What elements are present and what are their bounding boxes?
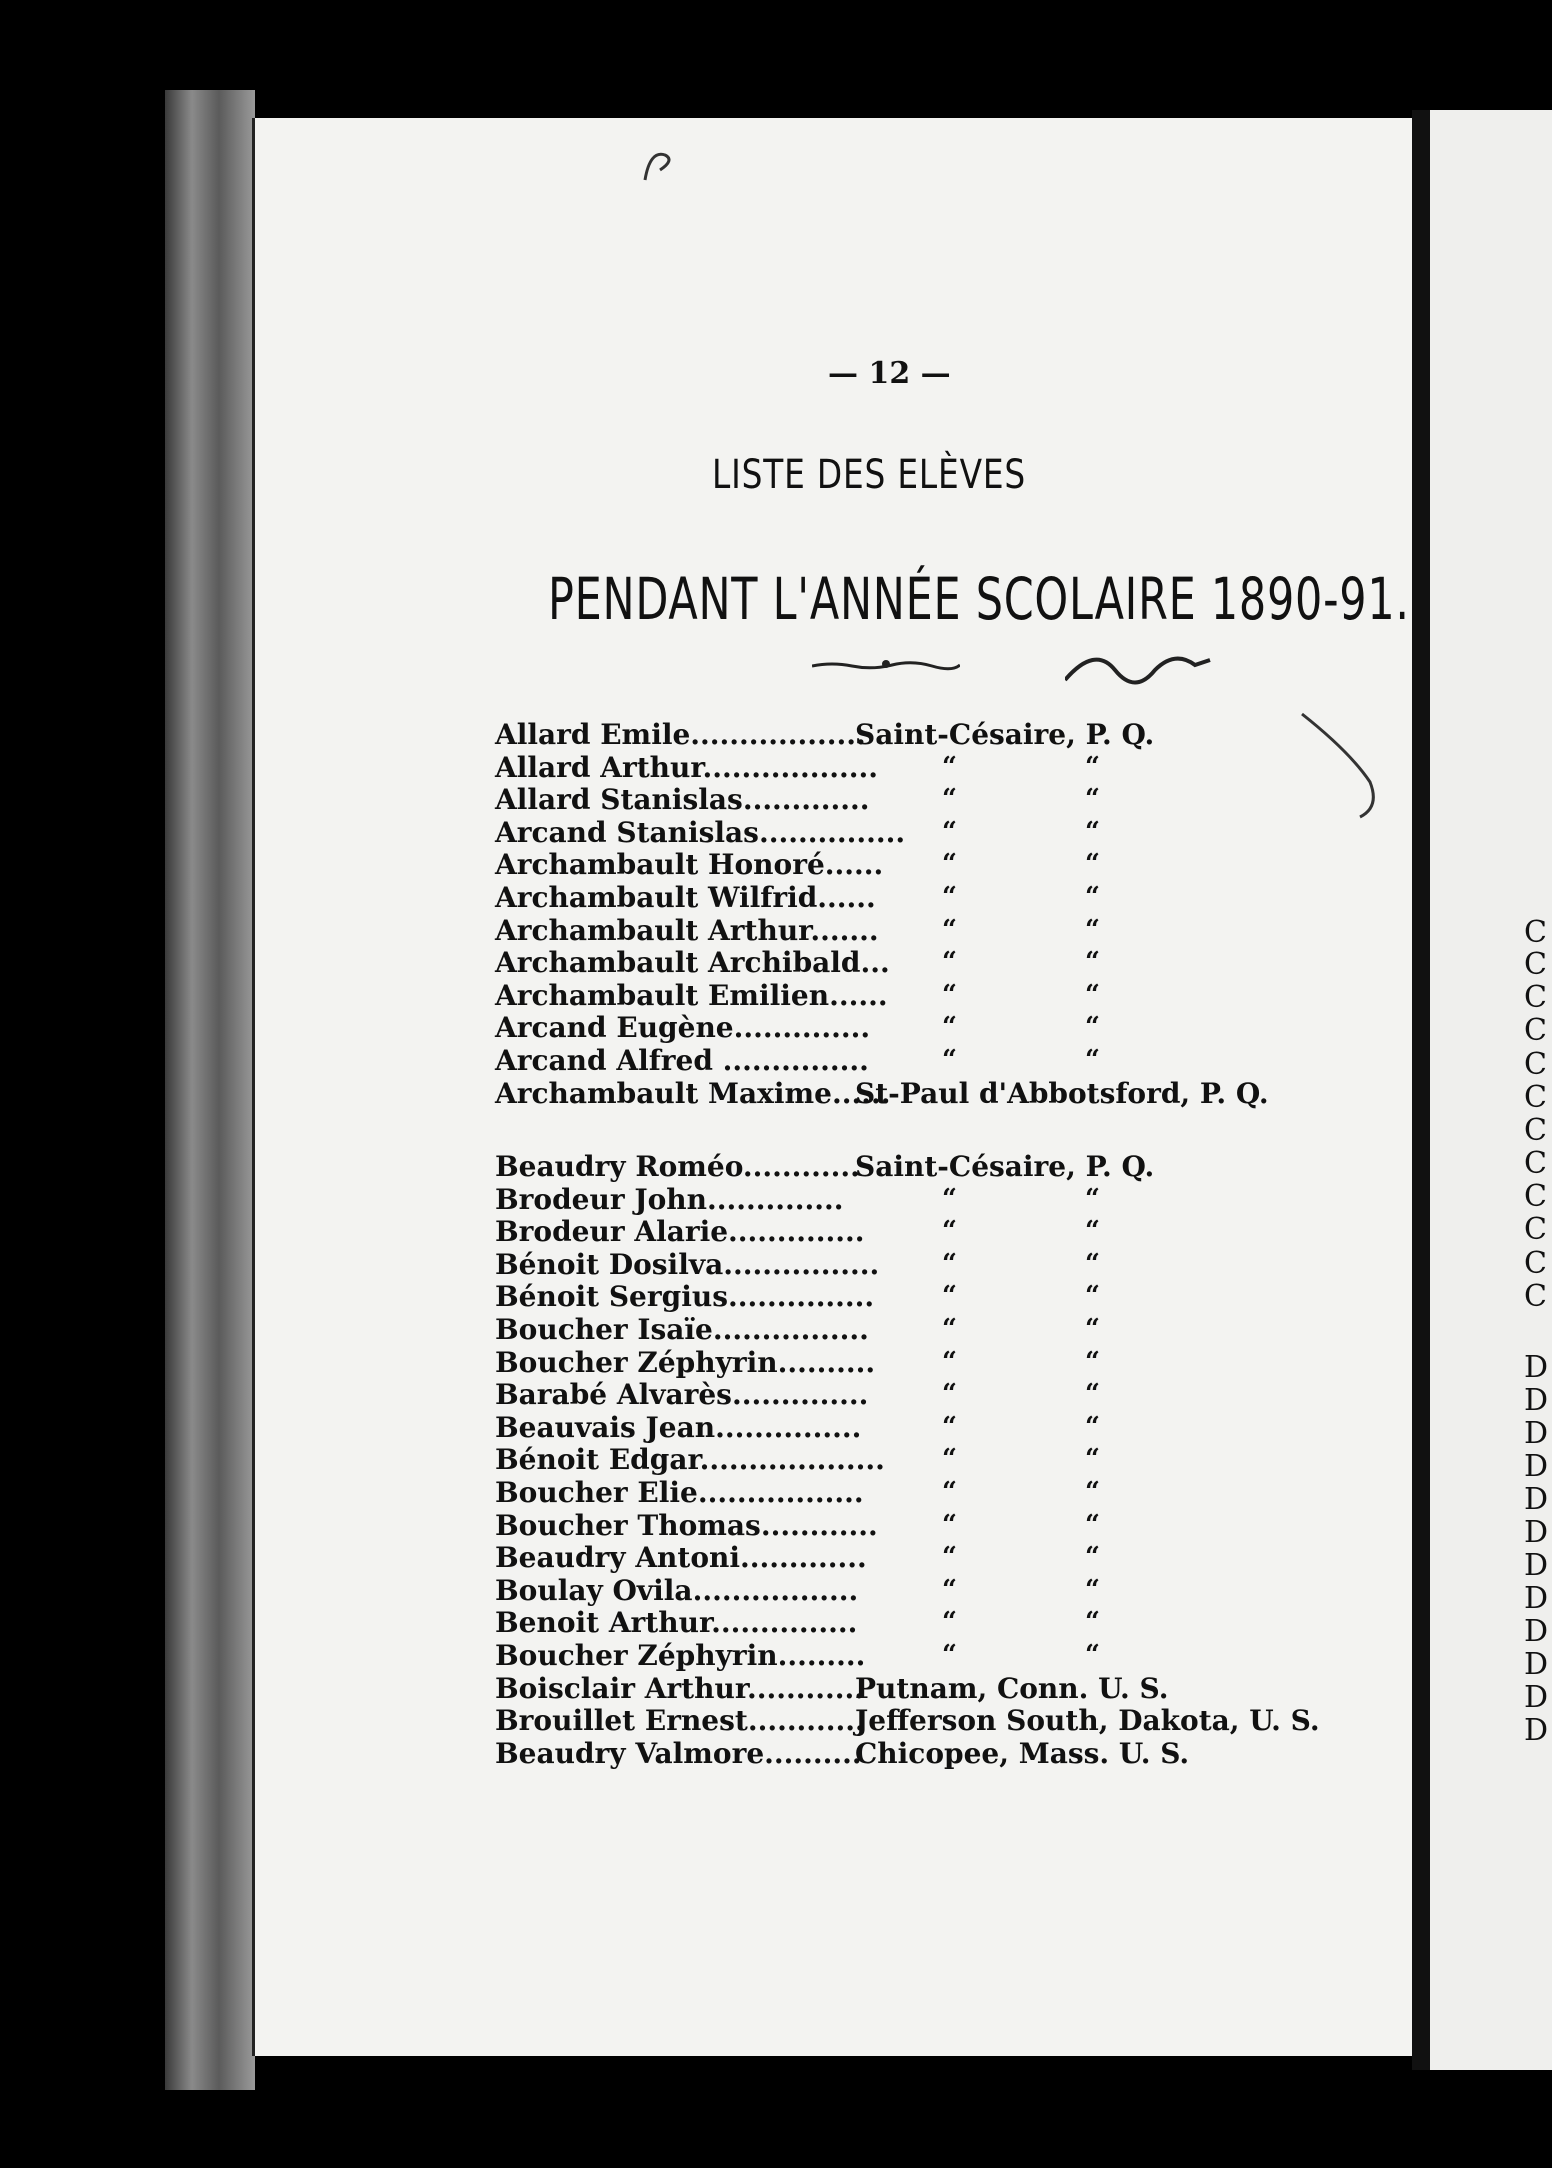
ditto-mark: “ <box>942 816 957 847</box>
ditto-mark: “ <box>1085 1477 1100 1507</box>
ditto-mark: “ <box>1085 751 1100 782</box>
ditto-mark: “ <box>942 751 957 782</box>
student-entry <box>495 1443 1100 1477</box>
ditto-mark: “ <box>942 1640 957 1670</box>
ditto-mark: “ <box>1085 1314 1100 1344</box>
ditto-mark: “ <box>942 1411 957 1442</box>
student-hometown: Putnam, Conn. U. S. <box>855 1671 1169 1705</box>
facing-page-letter: C <box>1524 1146 1547 1181</box>
facing-page-letter: D <box>1524 1614 1549 1649</box>
pen-stroke-mark <box>1300 712 1380 822</box>
ditto-mark: “ <box>1085 1574 1100 1605</box>
facing-page-letter: D <box>1524 1449 1549 1484</box>
student-entry <box>495 1076 1269 1110</box>
student-name: Arcand Alfred ............... <box>495 1044 869 1077</box>
student-name: Bénoit Edgar................... <box>495 1443 885 1477</box>
student-name: Boulay Ovila................. <box>495 1573 859 1607</box>
student-entry <box>495 1011 1100 1045</box>
student-name: Archambault Honoré...... <box>495 848 884 882</box>
student-hometown: St-Paul d'Abbotsford, P. Q. <box>855 1076 1269 1110</box>
facing-page-letter: C <box>1524 1013 1547 1048</box>
student-name: Archambault Arthur....... <box>495 913 879 947</box>
student-entry <box>495 783 1100 817</box>
facing-page-letter: D <box>1524 1416 1549 1451</box>
student-entry <box>495 946 1100 980</box>
facing-page-letter: C <box>1524 1279 1547 1314</box>
student-name: Barabé Alvarès.............. <box>495 1378 869 1412</box>
pen-scribble-mark <box>1065 640 1215 690</box>
student-name: Archambault Archibald... <box>495 946 890 980</box>
ditto-mark: “ <box>1085 1640 1100 1670</box>
student-entry <box>495 750 1100 784</box>
facing-page-letter: C <box>1524 980 1547 1015</box>
student-name: Beauvais Jean............... <box>495 1410 862 1444</box>
student-name: Benoit Arthur............... <box>495 1606 858 1640</box>
ditto-mark: “ <box>1085 1542 1100 1573</box>
ditto-mark: “ <box>942 947 957 978</box>
corner-mark <box>640 145 680 185</box>
student-entry <box>495 1345 1100 1379</box>
facing-page-letter: C <box>1524 1080 1547 1115</box>
ditto-mark: “ <box>942 1509 957 1540</box>
ditto-mark: “ <box>942 979 957 1010</box>
ditto-mark: “ <box>942 882 957 912</box>
page-number: — 12 — <box>828 356 951 391</box>
student-entry <box>495 1541 1100 1575</box>
student-hometown: Chicopee, Mass. U. S. <box>855 1736 1190 1770</box>
ditto-mark: “ <box>942 914 957 945</box>
student-entry <box>495 1280 1100 1314</box>
ditto-mark: “ <box>1085 1346 1100 1377</box>
student-entry <box>495 1215 1100 1249</box>
student-name: Arcand Eugène.............. <box>495 1011 871 1045</box>
student-entry <box>495 1044 1100 1077</box>
facing-page-letter: D <box>1524 1383 1549 1418</box>
ditto-mark: “ <box>1085 1411 1100 1442</box>
student-name: Allard Emile.................. <box>495 718 866 751</box>
student-entry <box>495 815 1100 849</box>
student-entry <box>495 1150 1155 1183</box>
ditto-mark: “ <box>1085 1216 1100 1247</box>
ditto-mark: “ <box>1085 1281 1100 1312</box>
ditto-mark: “ <box>942 1346 957 1377</box>
student-name: Allard Arthur.................. <box>495 750 878 784</box>
student-entry <box>495 1704 1320 1738</box>
student-entry <box>495 1313 1100 1346</box>
ditto-mark: “ <box>942 1216 957 1247</box>
student-name: Beaudry Valmore.......... <box>495 1736 862 1770</box>
facing-page-letter: C <box>1524 1246 1547 1281</box>
student-name: Boisclair Arthur............ <box>495 1671 864 1705</box>
ditto-mark: “ <box>942 1607 957 1638</box>
student-name: Boucher Zéphyrin.......... <box>495 1345 876 1379</box>
student-entry <box>495 1671 1169 1705</box>
student-entry <box>495 1639 1100 1672</box>
facing-page-letter: D <box>1524 1713 1549 1748</box>
student-entry <box>495 1182 1100 1216</box>
facing-page-letter: C <box>1524 1212 1547 1247</box>
student-name: Brouillet Ernest............ <box>495 1704 865 1738</box>
student-hometown: Saint-Césaire, P. Q. <box>855 1150 1155 1183</box>
student-entry <box>495 718 1155 751</box>
ditto-mark: “ <box>942 1248 957 1279</box>
list-subtitle: PENDANT L'ANNÉE SCOLAIRE 1890-91. <box>548 565 1410 633</box>
student-name: Boucher Thomas............ <box>495 1508 878 1542</box>
ditto-mark: “ <box>1085 979 1100 1010</box>
ditto-mark: “ <box>1085 947 1100 978</box>
facing-page-letter: C <box>1524 1179 1547 1214</box>
ditto-mark: “ <box>942 1183 957 1214</box>
ditto-mark: “ <box>1085 1379 1100 1410</box>
ditto-mark: “ <box>942 1444 957 1475</box>
student-entry <box>495 913 1100 947</box>
facing-page-letter: D <box>1524 1350 1549 1385</box>
student-entry <box>495 1606 1100 1640</box>
facing-page-letter: C <box>1524 1047 1547 1082</box>
facing-page-letter: D <box>1524 1482 1549 1517</box>
student-name: Archambault Maxime...... <box>495 1076 891 1110</box>
ditto-mark: “ <box>942 1477 957 1507</box>
facing-page-letter: C <box>1524 915 1547 950</box>
student-name: Beaudry Antoni............. <box>495 1541 867 1575</box>
student-name: Boucher Isaïe................ <box>495 1313 869 1346</box>
student-entry <box>495 1410 1100 1444</box>
ditto-mark: “ <box>1085 1045 1100 1075</box>
facing-page-letter: D <box>1524 1647 1549 1682</box>
list-title: LISTE DES ELÈVES <box>712 452 1027 498</box>
ditto-mark: “ <box>942 1542 957 1573</box>
facing-page-letter: D <box>1524 1680 1549 1715</box>
student-name: Archambault Emilien...... <box>495 978 888 1012</box>
ditto-mark: “ <box>942 1574 957 1605</box>
student-entry <box>495 1476 1100 1509</box>
ditto-mark: “ <box>942 1012 957 1043</box>
student-entry <box>495 1573 1100 1607</box>
facing-page-letter: D <box>1524 1548 1549 1583</box>
student-name: Boucher Zéphyrin......... <box>495 1639 866 1672</box>
student-name: Bénoit Sergius............... <box>495 1280 875 1314</box>
student-hometown: Jefferson South, Dakota, U. S. <box>855 1704 1320 1738</box>
student-entry <box>495 978 1100 1012</box>
student-entry <box>495 881 1100 914</box>
facing-page-letter: D <box>1524 1581 1549 1616</box>
ditto-mark: “ <box>942 1281 957 1312</box>
ditto-mark: “ <box>1085 1607 1100 1638</box>
student-entry <box>495 848 1100 882</box>
student-entry <box>495 1378 1100 1412</box>
student-name: Beaudry Roméo............ <box>495 1150 860 1183</box>
ditto-mark: “ <box>1085 1012 1100 1043</box>
ditto-mark: “ <box>942 849 957 880</box>
student-hometown: Saint-Césaire, P. Q. <box>855 718 1155 751</box>
facing-page-letter: C <box>1524 947 1547 982</box>
ditto-mark: “ <box>942 1379 957 1410</box>
student-name: Boucher Elie................. <box>495 1476 864 1509</box>
ditto-mark: “ <box>1085 882 1100 912</box>
facing-page-letter: C <box>1524 1113 1547 1148</box>
student-entry <box>495 1736 1190 1770</box>
ditto-mark: “ <box>1085 1509 1100 1540</box>
ditto-mark: “ <box>1085 1248 1100 1279</box>
student-entry <box>495 1247 1100 1281</box>
ditto-mark: “ <box>942 1045 957 1075</box>
student-name: Arcand Stanislas............... <box>495 815 906 849</box>
stacked-page-edges <box>165 90 255 2090</box>
ditto-mark: “ <box>1085 849 1100 880</box>
student-entry <box>495 1508 1100 1542</box>
student-name: Archambault Wilfrid...... <box>495 881 876 914</box>
ditto-mark: “ <box>1085 914 1100 945</box>
student-name: Brodeur Alarie.............. <box>495 1215 865 1249</box>
book-gutter <box>1412 110 1430 2070</box>
ornament-rule <box>812 656 960 674</box>
ditto-mark: “ <box>942 1314 957 1344</box>
ditto-mark: “ <box>1085 784 1100 815</box>
student-name: Bénoit Dosilva................ <box>495 1247 880 1281</box>
ditto-mark: “ <box>1085 816 1100 847</box>
ditto-mark: “ <box>1085 1183 1100 1214</box>
ditto-mark: “ <box>942 784 957 815</box>
facing-page-letter: D <box>1524 1515 1549 1550</box>
student-name: Brodeur John.............. <box>495 1182 844 1216</box>
student-name: Allard Stanislas............. <box>495 783 870 817</box>
ditto-mark: “ <box>1085 1444 1100 1475</box>
facing-page-letters <box>1524 0 1552 2168</box>
